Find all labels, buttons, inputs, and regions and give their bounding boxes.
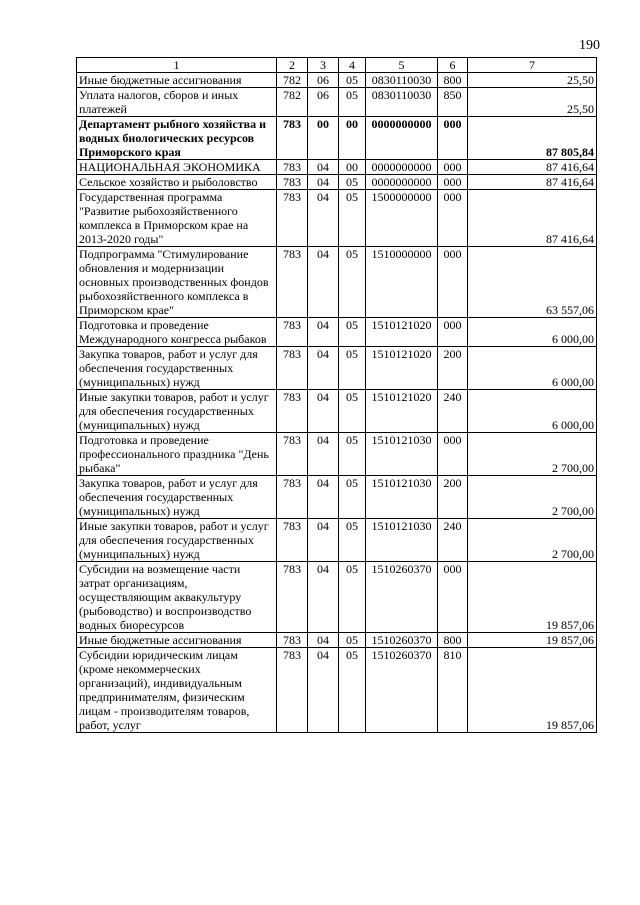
row-name-cell: Сельское хозяйство и рыболовство — [77, 175, 277, 190]
row-code-cell: 783 — [277, 160, 308, 175]
row-code-cell: 00 — [308, 117, 339, 160]
table-row — [77, 648, 597, 733]
row-code-cell: 04 — [308, 175, 339, 190]
row-name-cell: Подпрограмма "Стимулирование обновления и модернизации основных производственных фондов рыбохозяйственного комплекса в Приморском крае" — [77, 247, 277, 318]
row-code-cell: 04 — [308, 476, 339, 519]
table-row — [77, 519, 597, 562]
row-code-cell: 810 — [438, 648, 468, 733]
row-code-cell: 0830110030 — [366, 88, 438, 117]
row-amount-cell: 6 000,00 — [468, 390, 597, 433]
row-code-cell: 783 — [277, 433, 308, 476]
row-code-cell: 1510121030 — [366, 476, 438, 519]
row-name-cell: Подготовка и проведение Международного конгресса рыбаков — [77, 318, 277, 347]
row-amount-cell: 19 857,06 — [468, 633, 597, 648]
budget-table — [76, 57, 597, 733]
row-amount-cell: 19 857,06 — [468, 562, 597, 633]
row-code-cell: 240 — [438, 390, 468, 433]
row-code-cell: 783 — [277, 347, 308, 390]
row-code-cell: 000 — [438, 562, 468, 633]
row-code-cell: 05 — [339, 562, 366, 633]
row-code-cell: 1510121030 — [366, 519, 438, 562]
header-cell: 6 — [438, 58, 468, 73]
row-code-cell: 1510260370 — [366, 648, 438, 733]
row-code-cell: 0000000000 — [366, 117, 438, 160]
table-row — [77, 633, 597, 648]
header-cell: 7 — [468, 58, 597, 73]
row-code-cell: 00 — [339, 160, 366, 175]
row-code-cell: 05 — [339, 73, 366, 88]
row-code-cell: 000 — [438, 175, 468, 190]
row-code-cell: 000 — [438, 190, 468, 247]
table-row — [77, 160, 597, 175]
row-amount-cell: 63 557,06 — [468, 247, 597, 318]
row-code-cell: 1510000000 — [366, 247, 438, 318]
header-cell: 4 — [339, 58, 366, 73]
row-code-cell: 782 — [277, 73, 308, 88]
header-cell: 2 — [277, 58, 308, 73]
row-amount-cell: 25,50 — [468, 88, 597, 117]
row-code-cell: 04 — [308, 648, 339, 733]
row-code-cell: 000 — [438, 433, 468, 476]
row-name-cell: Иные закупки товаров, работ и услуг для обеспечения государственных (муниципальных) нужд — [77, 390, 277, 433]
row-code-cell: 04 — [308, 318, 339, 347]
table-row — [77, 175, 597, 190]
row-code-cell: 783 — [277, 247, 308, 318]
row-code-cell: 04 — [308, 633, 339, 648]
table-row — [77, 247, 597, 318]
row-code-cell: 05 — [339, 476, 366, 519]
row-code-cell: 05 — [339, 390, 366, 433]
table-row — [77, 88, 597, 117]
row-code-cell: 783 — [277, 390, 308, 433]
row-code-cell: 800 — [438, 633, 468, 648]
row-name-cell: Иные бюджетные ассигнования — [77, 633, 277, 648]
table-row — [77, 433, 597, 476]
row-code-cell: 06 — [308, 73, 339, 88]
row-code-cell: 782 — [277, 88, 308, 117]
row-name-cell: Закупка товаров, работ и услуг для обеспечения государственных (муниципальных) нужд — [77, 476, 277, 519]
row-amount-cell: 25,50 — [468, 73, 597, 88]
table-row — [77, 73, 597, 88]
row-name-cell: Департамент рыбного хозяйства и водных биологических ресурсов Приморского края — [77, 117, 277, 160]
page-number: 190 — [579, 38, 600, 53]
row-code-cell: 05 — [339, 190, 366, 247]
header-cell: 3 — [308, 58, 339, 73]
header-row — [77, 58, 597, 73]
row-amount-cell: 2 700,00 — [468, 519, 597, 562]
row-code-cell: 783 — [277, 318, 308, 347]
row-code-cell: 1510121020 — [366, 318, 438, 347]
row-code-cell: 1510260370 — [366, 562, 438, 633]
row-code-cell: 783 — [277, 519, 308, 562]
row-code-cell: 04 — [308, 433, 339, 476]
row-code-cell: 00 — [339, 117, 366, 160]
row-amount-cell: 87 805,84 — [468, 117, 597, 160]
header-cell: 1 — [77, 58, 277, 73]
row-name-cell: НАЦИОНАЛЬНАЯ ЭКОНОМИКА — [77, 160, 277, 175]
row-code-cell: 1510260370 — [366, 633, 438, 648]
table-row — [77, 562, 597, 633]
row-name-cell: Субсидии юридическим лицам (кроме некоммерческих организаций), индивидуальным предпринимателям, физическим лицам - производителям товаров, работ, услуг — [77, 648, 277, 733]
row-name-cell: Иные закупки товаров, работ и услуг для обеспечения государственных (муниципальных) нужд — [77, 519, 277, 562]
table-row — [77, 476, 597, 519]
row-name-cell: Субсидии на возмещение части затрат организациям, осуществляющим аквакультуру (рыбоводство) и воспроизводство водных биоресурсов — [77, 562, 277, 633]
row-code-cell: 05 — [339, 433, 366, 476]
row-code-cell: 000 — [438, 117, 468, 160]
row-code-cell: 800 — [438, 73, 468, 88]
table-row — [77, 117, 597, 160]
row-code-cell: 783 — [277, 648, 308, 733]
budget-table-body — [77, 58, 597, 733]
row-code-cell: 0830110030 — [366, 73, 438, 88]
row-code-cell: 1510121020 — [366, 347, 438, 390]
row-name-cell: Государственная программа "Развитие рыбохозяйственного комплекса в Приморском крае на 2013-2020 годы" — [77, 190, 277, 247]
table-row — [77, 318, 597, 347]
row-code-cell: 06 — [308, 88, 339, 117]
row-code-cell: 1500000000 — [366, 190, 438, 247]
row-code-cell: 783 — [277, 175, 308, 190]
row-code-cell: 850 — [438, 88, 468, 117]
row-code-cell: 04 — [308, 347, 339, 390]
row-code-cell: 783 — [277, 190, 308, 247]
row-code-cell: 1510121030 — [366, 433, 438, 476]
row-code-cell: 05 — [339, 347, 366, 390]
row-name-cell: Подготовка и проведение профессионального праздника "День рыбака" — [77, 433, 277, 476]
row-code-cell: 240 — [438, 519, 468, 562]
row-code-cell: 783 — [277, 562, 308, 633]
row-code-cell: 05 — [339, 633, 366, 648]
table-row — [77, 190, 597, 247]
row-code-cell: 000 — [438, 318, 468, 347]
row-amount-cell: 87 416,64 — [468, 175, 597, 190]
row-code-cell: 04 — [308, 247, 339, 318]
row-name-cell: Закупка товаров, работ и услуг для обеспечения государственных (муниципальных) нужд — [77, 347, 277, 390]
row-name-cell: Уплата налогов, сборов и иных платежей — [77, 88, 277, 117]
table-row — [77, 390, 597, 433]
row-code-cell: 04 — [308, 160, 339, 175]
row-code-cell: 05 — [339, 648, 366, 733]
row-amount-cell: 87 416,64 — [468, 160, 597, 175]
row-name-cell: Иные бюджетные ассигнования — [77, 73, 277, 88]
row-code-cell: 05 — [339, 519, 366, 562]
row-code-cell: 783 — [277, 633, 308, 648]
table-row — [77, 347, 597, 390]
row-code-cell: 783 — [277, 117, 308, 160]
row-code-cell: 0000000000 — [366, 175, 438, 190]
row-code-cell: 04 — [308, 562, 339, 633]
row-code-cell: 0000000000 — [366, 160, 438, 175]
row-code-cell: 000 — [438, 160, 468, 175]
row-code-cell: 05 — [339, 247, 366, 318]
row-amount-cell: 2 700,00 — [468, 476, 597, 519]
row-code-cell: 05 — [339, 318, 366, 347]
row-amount-cell: 19 857,06 — [468, 648, 597, 733]
row-code-cell: 200 — [438, 347, 468, 390]
row-amount-cell: 6 000,00 — [468, 347, 597, 390]
row-amount-cell: 6 000,00 — [468, 318, 597, 347]
row-code-cell: 05 — [339, 88, 366, 117]
row-amount-cell: 87 416,64 — [468, 190, 597, 247]
row-code-cell: 05 — [339, 175, 366, 190]
row-code-cell: 200 — [438, 476, 468, 519]
row-code-cell: 04 — [308, 190, 339, 247]
row-code-cell: 04 — [308, 519, 339, 562]
row-amount-cell: 2 700,00 — [468, 433, 597, 476]
row-code-cell: 1510121020 — [366, 390, 438, 433]
row-code-cell: 783 — [277, 476, 308, 519]
row-code-cell: 000 — [438, 247, 468, 318]
row-code-cell: 04 — [308, 390, 339, 433]
header-cell: 5 — [366, 58, 438, 73]
